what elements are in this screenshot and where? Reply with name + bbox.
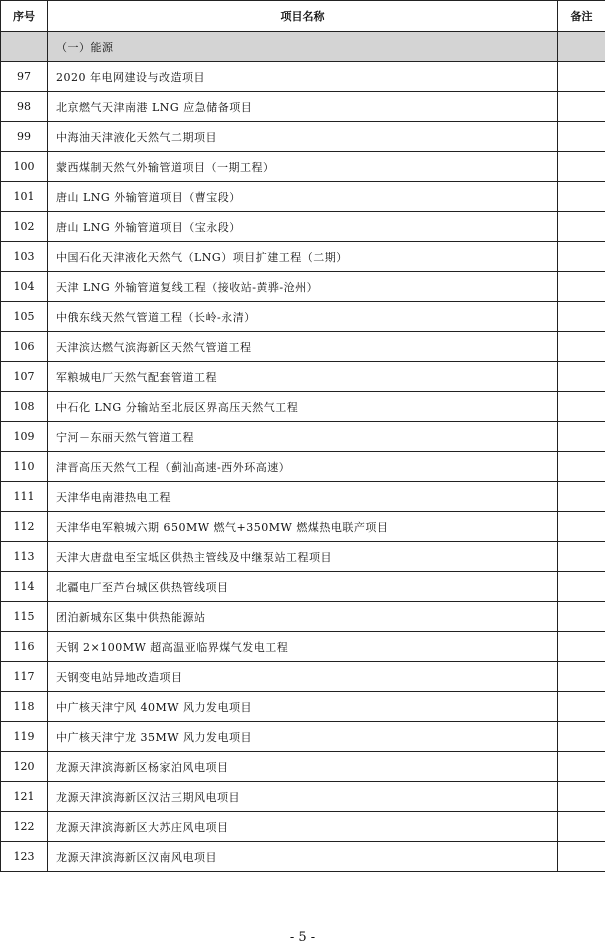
remark-cell: [558, 812, 605, 842]
project-name: 中广核天津宁风 40MW 风力发电项目: [48, 692, 558, 722]
table-row: [1, 242, 605, 272]
table-row: [1, 122, 605, 152]
remark-cell: [558, 722, 605, 752]
table-row: [1, 812, 605, 842]
header-seq: 序号: [1, 1, 48, 32]
table-row: [1, 482, 605, 512]
row-number: 104: [1, 272, 48, 302]
table-row: [1, 272, 605, 302]
row-number: 118: [1, 692, 48, 722]
table-row: [1, 392, 605, 422]
project-name: 天钢 2×100MW 超高温亚临界煤气发电工程: [48, 632, 558, 662]
remark-cell: [558, 602, 605, 632]
row-number: 99: [1, 122, 48, 152]
project-name: 北疆电厂至芦台城区供热管线项目: [48, 572, 558, 602]
row-number: 101: [1, 182, 48, 212]
project-name: 唐山 LNG 外输管道项目（曹宝段）: [48, 182, 558, 212]
table-row: [1, 602, 605, 632]
row-number: 111: [1, 482, 48, 512]
project-name: 天津华电南港热电工程: [48, 482, 558, 512]
row-number: 106: [1, 332, 48, 362]
remark-cell: [558, 662, 605, 692]
row-number: 123: [1, 842, 48, 872]
remark-cell: [558, 632, 605, 662]
table-row: [1, 722, 605, 752]
project-name: 龙源天津滨海新区汉南风电项目: [48, 842, 558, 872]
row-number: 98: [1, 92, 48, 122]
table-row: [1, 92, 605, 122]
table-row: [1, 152, 605, 182]
remark-cell: [558, 92, 605, 122]
header-remark: 备注: [558, 1, 605, 32]
table-row: [1, 332, 605, 362]
remark-cell: [558, 392, 605, 422]
project-name: 中海油天津液化天然气二期项目: [48, 122, 558, 152]
table-row: [1, 752, 605, 782]
project-name: 团泊新城东区集中供热能源站: [48, 602, 558, 632]
table-row: [1, 662, 605, 692]
project-name: 天津华电军粮城六期 650MW 燃气+350MW 燃煤热电联产项目: [48, 512, 558, 542]
project-name: 中国石化天津液化天然气（LNG）项目扩建工程（二期）: [48, 242, 558, 272]
remark-cell: [558, 62, 605, 92]
remark-cell: [558, 692, 605, 722]
remark-cell: [558, 302, 605, 332]
section-seq-cell: [1, 32, 48, 62]
remark-cell: [558, 242, 605, 272]
project-name: 天津滨达燃气滨海新区天然气管道工程: [48, 332, 558, 362]
row-number: 115: [1, 602, 48, 632]
row-number: 121: [1, 782, 48, 812]
table-row: [1, 422, 605, 452]
project-name: 唐山 LNG 外输管道项目（宝永段）: [48, 212, 558, 242]
table-row: [1, 212, 605, 242]
project-name: 天津大唐盘电至宝坻区供热主管线及中继泵站工程项目: [48, 542, 558, 572]
table-row: [1, 362, 605, 392]
project-name: 中石化 LNG 分输站至北辰区界高压天然气工程: [48, 392, 558, 422]
row-number: 97: [1, 62, 48, 92]
project-name: 蒙西煤制天然气外输管道项目（一期工程）: [48, 152, 558, 182]
section-row: [1, 32, 605, 62]
row-number: 102: [1, 212, 48, 242]
remark-cell: [558, 332, 605, 362]
project-name: 北京燃气天津南港 LNG 应急储备项目: [48, 92, 558, 122]
table-row: [1, 452, 605, 482]
remark-cell: [558, 842, 605, 872]
remark-cell: [558, 482, 605, 512]
project-name: 中广核天津宁龙 35MW 风力发电项目: [48, 722, 558, 752]
page-number: - 5 -: [289, 930, 316, 945]
table-row: [1, 512, 605, 542]
project-name: 龙源天津滨海新区杨家泊风电项目: [48, 752, 558, 782]
row-number: 107: [1, 362, 48, 392]
header-name: 项目名称: [48, 1, 558, 32]
row-number: 114: [1, 572, 48, 602]
row-number: 105: [1, 302, 48, 332]
project-name: 2020 年电网建设与改造项目: [48, 62, 558, 92]
remark-cell: [558, 782, 605, 812]
table-row: [1, 62, 605, 92]
row-number: 109: [1, 422, 48, 452]
row-number: 120: [1, 752, 48, 782]
table-row: [1, 692, 605, 722]
table-row: [1, 842, 605, 872]
remark-cell: [558, 542, 605, 572]
remark-cell: [558, 422, 605, 452]
section-remark-cell: [558, 32, 605, 62]
remark-cell: [558, 182, 605, 212]
row-number: 100: [1, 152, 48, 182]
remark-cell: [558, 212, 605, 242]
table-row: [1, 182, 605, 212]
row-number: 116: [1, 632, 48, 662]
row-number: 113: [1, 542, 48, 572]
remark-cell: [558, 272, 605, 302]
remark-cell: [558, 752, 605, 782]
remark-cell: [558, 362, 605, 392]
project-name: 龙源天津滨海新区大苏庄风电项目: [48, 812, 558, 842]
project-name: 龙源天津滨海新区汉沽三期风电项目: [48, 782, 558, 812]
remark-cell: [558, 152, 605, 182]
row-number: 112: [1, 512, 48, 542]
remark-cell: [558, 572, 605, 602]
table-header-row: [1, 1, 605, 32]
remark-cell: [558, 452, 605, 482]
project-name: 津晋高压天然气工程（蓟汕高速-西外环高速）: [48, 452, 558, 482]
row-number: 119: [1, 722, 48, 752]
project-name: 天津 LNG 外输管道复线工程（接收站-黄骅-沧州）: [48, 272, 558, 302]
remark-cell: [558, 122, 605, 152]
table-row: [1, 302, 605, 332]
project-name: 宁河－东丽天然气管道工程: [48, 422, 558, 452]
project-name: 天钢变电站异地改造项目: [48, 662, 558, 692]
row-number: 110: [1, 452, 48, 482]
row-number: 117: [1, 662, 48, 692]
row-number: 103: [1, 242, 48, 272]
section-title: （一）能源: [48, 32, 558, 62]
remark-cell: [558, 512, 605, 542]
table-row: [1, 782, 605, 812]
table-row: [1, 632, 605, 662]
table-row: [1, 572, 605, 602]
table-row: [1, 542, 605, 572]
row-number: 108: [1, 392, 48, 422]
project-name: 中俄东线天然气管道工程（长岭-永清）: [48, 302, 558, 332]
project-name: 军粮城电厂天然气配套管道工程: [48, 362, 558, 392]
row-number: 122: [1, 812, 48, 842]
